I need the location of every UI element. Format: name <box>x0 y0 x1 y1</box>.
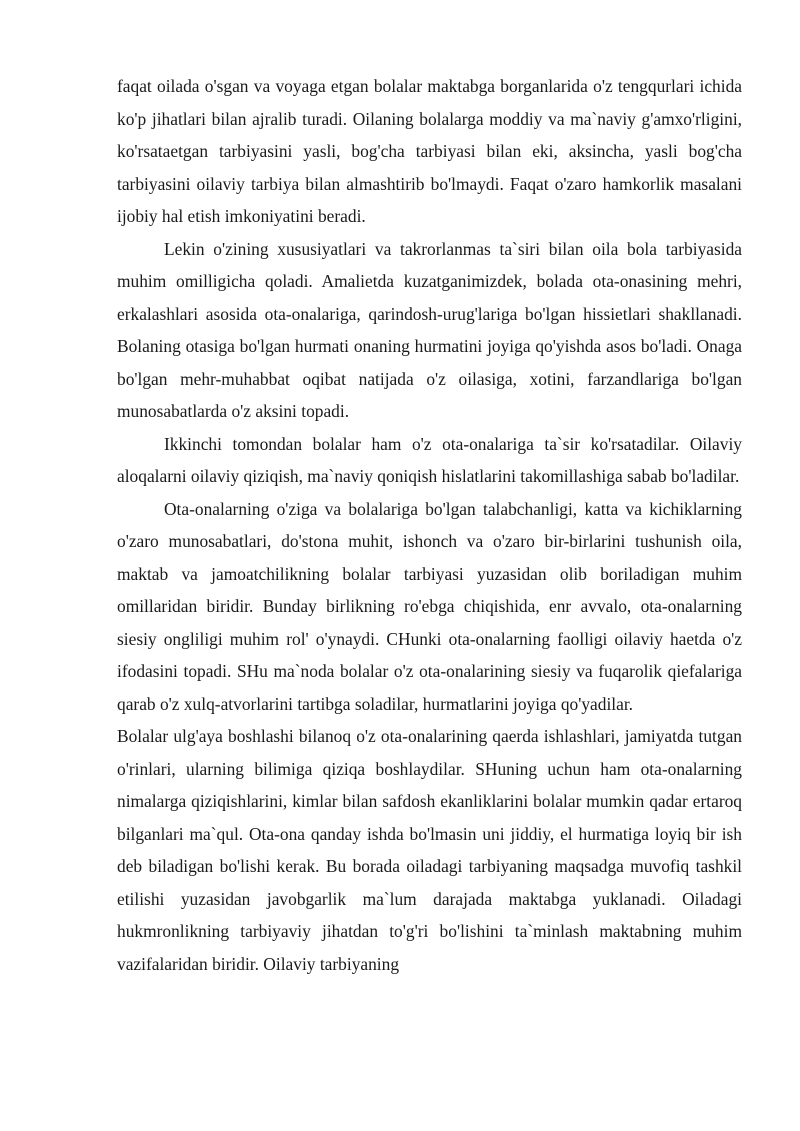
paragraph-3: Ikkinchi tomondan bolalar ham o'z ota-onalariga ta`sir ko'rsatadilar. Oilaviy aloqalarni oilaviy qiziqish, ma`naviy qoniqish hislatlarini takomillashiga sabab bo'ladilar. <box>117 433 742 486</box>
document-body <box>117 70 742 980</box>
paragraph-1: faqat oilada o'sgan va voyaga etgan bolalar maktabga borganlarida o'z tengqurlari ichida ko'p jihatlari bilan ajralib turadi. Oilaning bolalarga moddiy va ma`naviy g'amxo'rligini, ko'rsataetgan tarbiyasini yasli, bog'cha tarbiyasi bilan eki, aksincha, yasli bog'cha tarbiyasini oilaviy tarbiya bilan almashtirib bo'lmaydi. Faqat o'zaro hamkorlik masalani ijobiy hal etish imkoniyatini beradi. <box>117 76 742 226</box>
paragraph-4: Ota-onalarning o'ziga va bolalariga bo'lgan talabchanligi, katta va kichiklarning o'zaro munosabatlari, do'stona muhit, ishonch va o'zaro bir-birlarini tushunish oila, maktab va jamoatchilikning bolalar tarbiyasi yuzasidan olib boriladigan muhim omillaridan biridir. Bunday birlikning ro'ebga chiqishida, enr avvalo, ota-onalarning siesiy ongliligi muhim rol' o'ynaydi. CHunki ota-onalarning faolligi oilaviy haetda o'z ifodasini topadi. SHu ma`noda bolalar o'z ota-onalarining siesiy va fuqarolik qiefalariga qarab o'z xulq-atvorlarini tartibga soladilar, hurmatlarini joyiga qo'yadilar. <box>117 498 742 714</box>
paragraph-5: Bolalar ulg'aya boshlashi bilanoq o'z ota-onalarining qaerda ishlashlari, jamiyatda tutgan o'rinlari, ularning bilimiga qiziqa boshlaydilar. SHuning uchun ham ota-onalarning nimalarga qiziqishlarini, kimlar bilan safdosh ekanliklarini bolalar mumkin qadar ertaroq bilganlari ma`qul. Ota-ona qanday ishda bo'lmasin uni jiddiy, el hurmatiga loyiq bir ish deb biladigan bo'lishi kerak. Bu borada oiladagi tarbiyaning maqsadga muvofiq tashkil etilishi yuzasidan javobgarlik ma`lum darajada maktabga yuklanadi. Oiladagi hukmronlikning tarbiyaviy jihatdan to'g'ri bo'lishini ta`minlash maktabning muhim vazifalaridan biridir. Oilaviy tarbiyaning <box>117 726 742 974</box>
paragraph-2: Lekin o'zining xususiyatlari va takrorlanmas ta`siri bilan oila bola tarbiyasida muhim omilligicha qoladi. Amalietda kuzatganimizdek, bolada ota-onasining mehri, erkalashlari asosida ota-onalariga, qarindosh-urug'lariga bo'lgan hissietlari shakllanadi. Bolaning otasiga bo'lgan hurmati onaning hurmatini joyiga qo'yishda asos bo'ladi. Onaga bo'lgan mehr-muhabbat oqibat natijada o'z oilasiga, xotini, farzandlariga bo'lgan munosabatlarda o'z aksini topadi. <box>117 238 742 421</box>
